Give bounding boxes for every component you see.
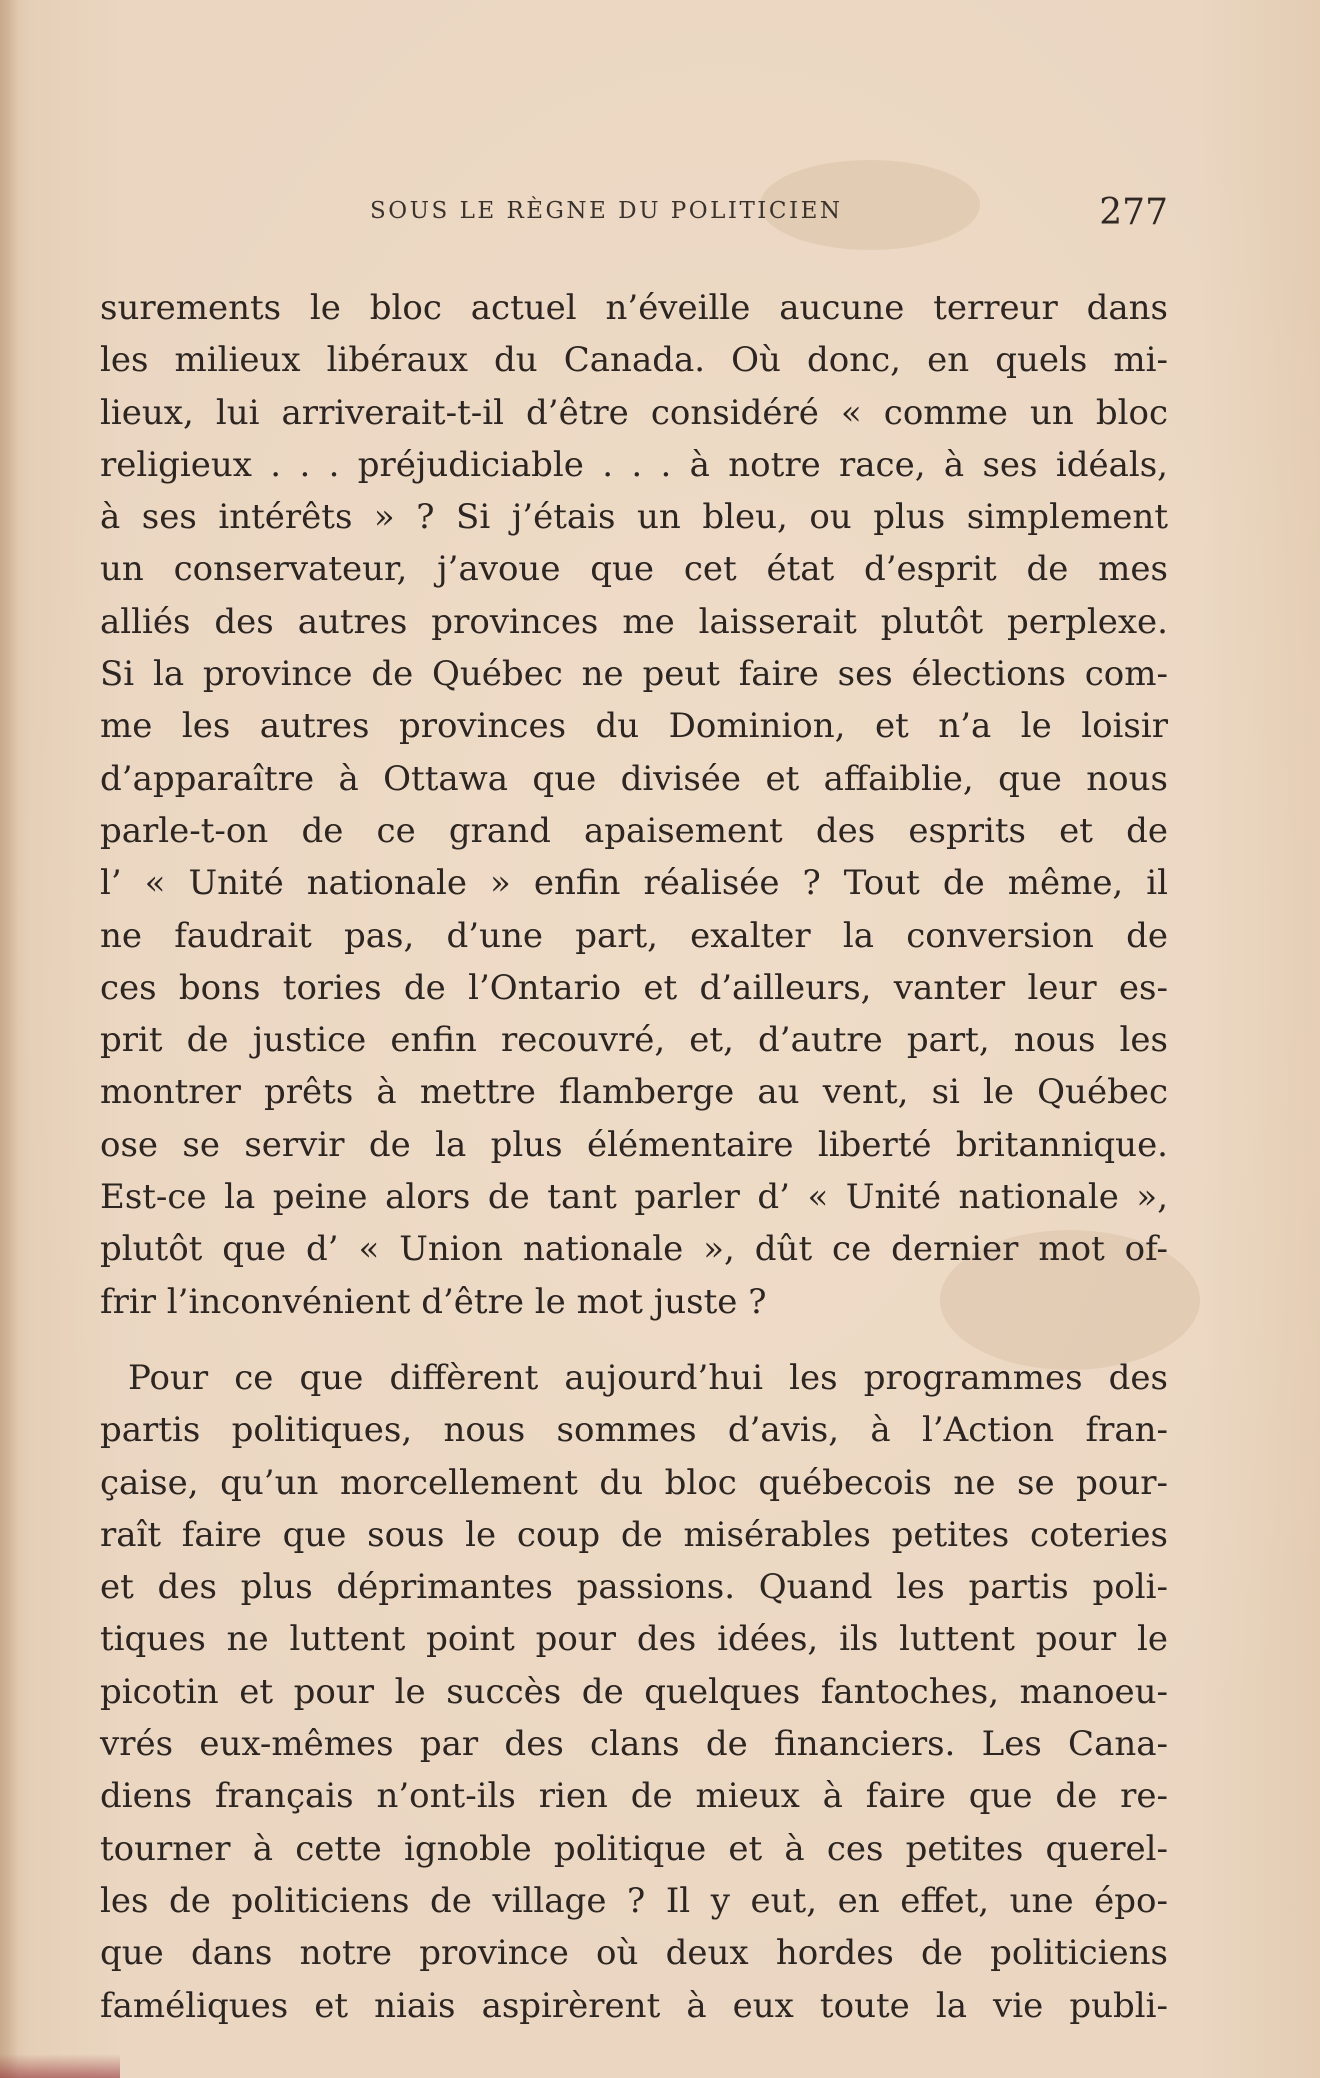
text-line: partis politiques, nous sommes d’avis, à l’Action fran- — [100, 1410, 1168, 1451]
text-line: picotin et pour le succès de quelques fantoches, manoeu- — [100, 1671, 1168, 1712]
page-number: 277 — [1099, 192, 1168, 233]
text-line: Est-ce la peine alors de tant parler d’ « Unité nationale », — [100, 1177, 1168, 1218]
page-body-text — [100, 282, 1168, 2032]
page-left-edge-shadow — [0, 0, 18, 2078]
text-line: à ses intérêts » ? Si j’étais un bleu, ou plus simplement — [100, 497, 1168, 538]
text-line: vrés eux-mêmes par des clans de financiers. Les Cana- — [100, 1724, 1168, 1765]
text-line: tourner à cette ignoble politique et à ces petites querel- — [100, 1828, 1168, 1869]
text-line: lieux, lui arriverait-t-il d’être considéré « comme un bloc — [100, 392, 1168, 433]
text-line: l’ « Unité nationale » enfin réalisée ? Tout de même, il — [100, 863, 1168, 904]
text-line: que dans notre province où deux hordes de politiciens — [100, 1933, 1168, 1974]
text-line: Si la province de Québec ne peut faire ses élections com- — [100, 654, 1168, 695]
paragraph — [100, 282, 1168, 1328]
text-line: surements le bloc actuel n’éveille aucune terreur dans — [100, 288, 1168, 328]
text-line: ne faudrait pas, d’une part, exalter la conversion de — [100, 915, 1168, 956]
text-line: faméliques et niais aspirèrent à eux toute la vie publi- — [100, 1985, 1168, 2026]
text-line: ose se servir de la plus élémentaire liberté britannique. — [100, 1124, 1168, 1165]
text-line: les milieux libéraux du Canada. Où donc, en quels mi- — [100, 340, 1168, 381]
text-line: diens français n’ont-ils rien de mieux à faire que de re- — [100, 1776, 1168, 1817]
text-line: plutôt que d’ « Union nationale », dût ce dernier mot of- — [100, 1229, 1168, 1270]
text-line: religieux . . . préjudiciable . . . à notre race, à ses idéals, — [100, 444, 1168, 485]
text-line: prit de justice enfin recouvré, et, d’autre part, nous les — [100, 1020, 1168, 1061]
text-line: parle-t-on de ce grand apaisement des esprits et de — [100, 810, 1168, 851]
text-line: frir l’inconvénient d’être le mot juste ? — [100, 1281, 767, 1322]
text-line: et des plus déprimantes passions. Quand les partis poli- — [100, 1567, 1168, 1608]
text-line: raît faire que sous le coup de misérables petites coteries — [100, 1514, 1168, 1555]
text-line: montrer prêts à mettre flamberge au vent, si le Québec — [100, 1072, 1168, 1113]
text-line: d’apparaître à Ottawa que divisée et affaiblie, que nous — [100, 758, 1168, 799]
text-line: Pour ce que diffèrent aujourd’hui les programmes des — [128, 1357, 1168, 1398]
page-header — [370, 192, 1168, 242]
text-line: tiques ne luttent point pour des idées, ils luttent pour le — [100, 1619, 1168, 1660]
text-line: les de politiciens de village ? Il y eut, en effet, une épo- — [100, 1880, 1168, 1921]
text-line: alliés des autres provinces me laisserait plutôt perplexe. — [100, 601, 1168, 642]
running-head: SOUS LE RÈGNE DU POLITICIEN — [370, 198, 843, 224]
page-bottom-edge — [0, 2054, 120, 2078]
paragraph-spacer — [100, 1328, 1168, 1352]
text-line: un conservateur, j’avoue que cet état d’esprit de mes — [100, 549, 1168, 590]
text-line: ces bons tories de l’Ontario et d’ailleurs, vanter leur es- — [100, 967, 1168, 1008]
text-line: me les autres provinces du Dominion, et n’a le loisir — [100, 706, 1168, 747]
text-line: çaise, qu’un morcellement du bloc québecois ne se pour- — [100, 1462, 1168, 1503]
paragraph — [100, 1352, 1168, 2032]
